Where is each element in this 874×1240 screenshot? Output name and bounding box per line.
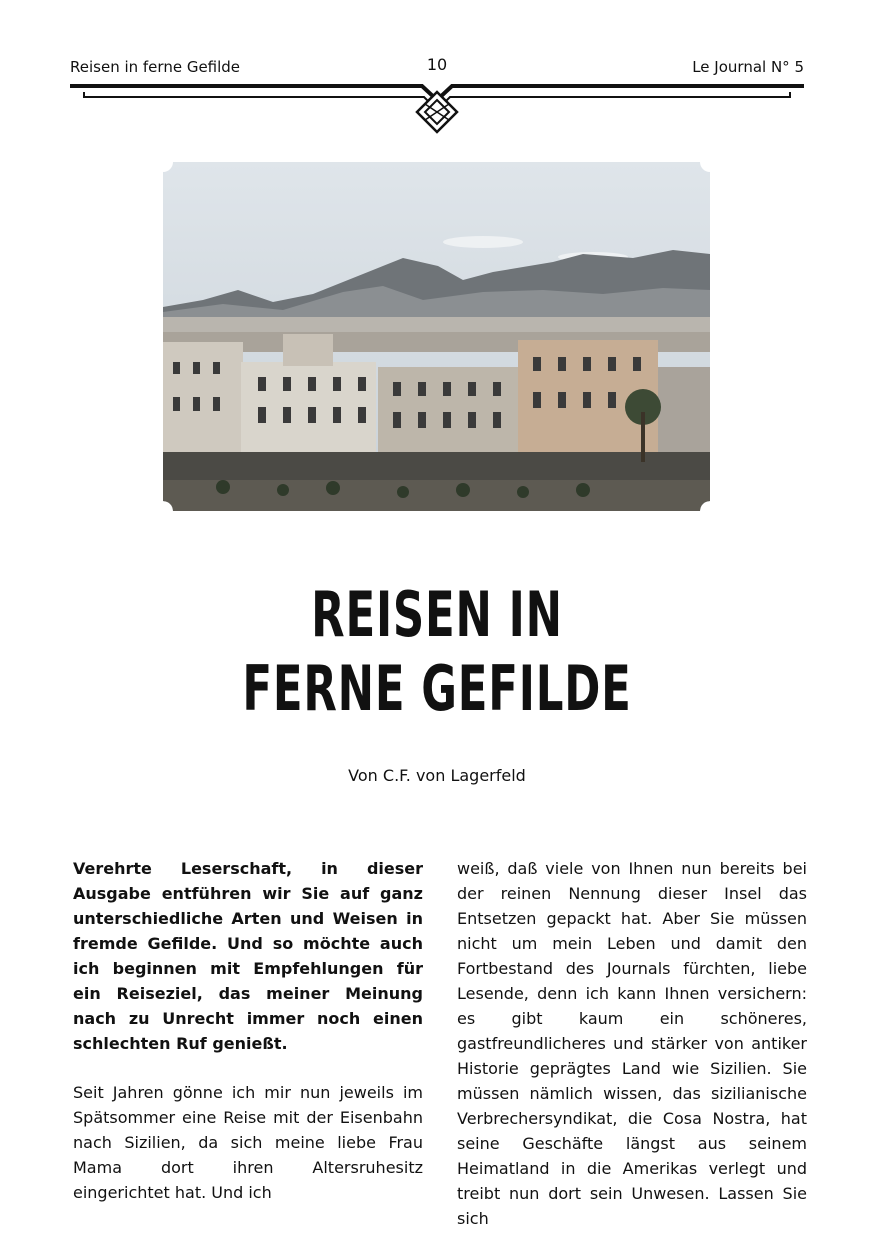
text-column-left bbox=[73, 856, 423, 1205]
lead-paragraph: Verehrte Leserschaft, in dieser Ausgabe entführen wir Sie auf ganz unterschiedliche Arten und Weisen in fremde Gefilde. Und so möchte auch ich beginnen mit Empfehlungen für ein Reiseziel, das meiner Meinung nach zu Unrecht immer noch einen schlechten Ruf genießt. bbox=[73, 859, 423, 1053]
article-title-line-2: FERNE GEFILDE bbox=[242, 652, 632, 725]
article-title bbox=[96, 578, 778, 726]
text-column-right bbox=[457, 856, 807, 1231]
journal-issue: Le Journal N° 5 bbox=[692, 58, 804, 76]
body-paragraph-continued: weiß, daß viele von Ihnen nun bereits bei der reinen Nennung dieser Insel das Entsetzen gepackt hat. Aber Sie müssen nicht um mein Leben und damit den Fortbestand des Journals fürchten, liebe Lesende, denn ich kann Ihnen versichern: es gibt kaum ein schöneres, gastfreundlicheres und stärker von antiker Historie geprägtes Land wie Sizilien. Sie müssen nämlich wissen, das sizilianische Verbrechersyndikat, die Cosa Nostra, hat seine Geschäfte längst aus seinem Heimatland in die Amerikas verlegt und treibt nun dort sein Unwesen. Lassen Sie sich bbox=[457, 859, 807, 1228]
page-number: 10 bbox=[426, 55, 448, 74]
body-paragraph: Seit Jahren gönne ich mir nun jeweils im Spätsommer eine Reise mit der Eisenbahn nach Sizilien, da sich meine liebe Frau Mama dort ihren Altersruhesitz eingerichtet hat. Und ich bbox=[73, 1083, 423, 1202]
article-byline: Von C.F. von Lagerfeld bbox=[348, 766, 526, 785]
header-ornament bbox=[0, 78, 874, 138]
running-header-title: Reisen in ferne Gefilde bbox=[70, 58, 241, 76]
article-title-line-1: REISEN IN bbox=[311, 578, 563, 651]
city-photo bbox=[163, 162, 710, 511]
